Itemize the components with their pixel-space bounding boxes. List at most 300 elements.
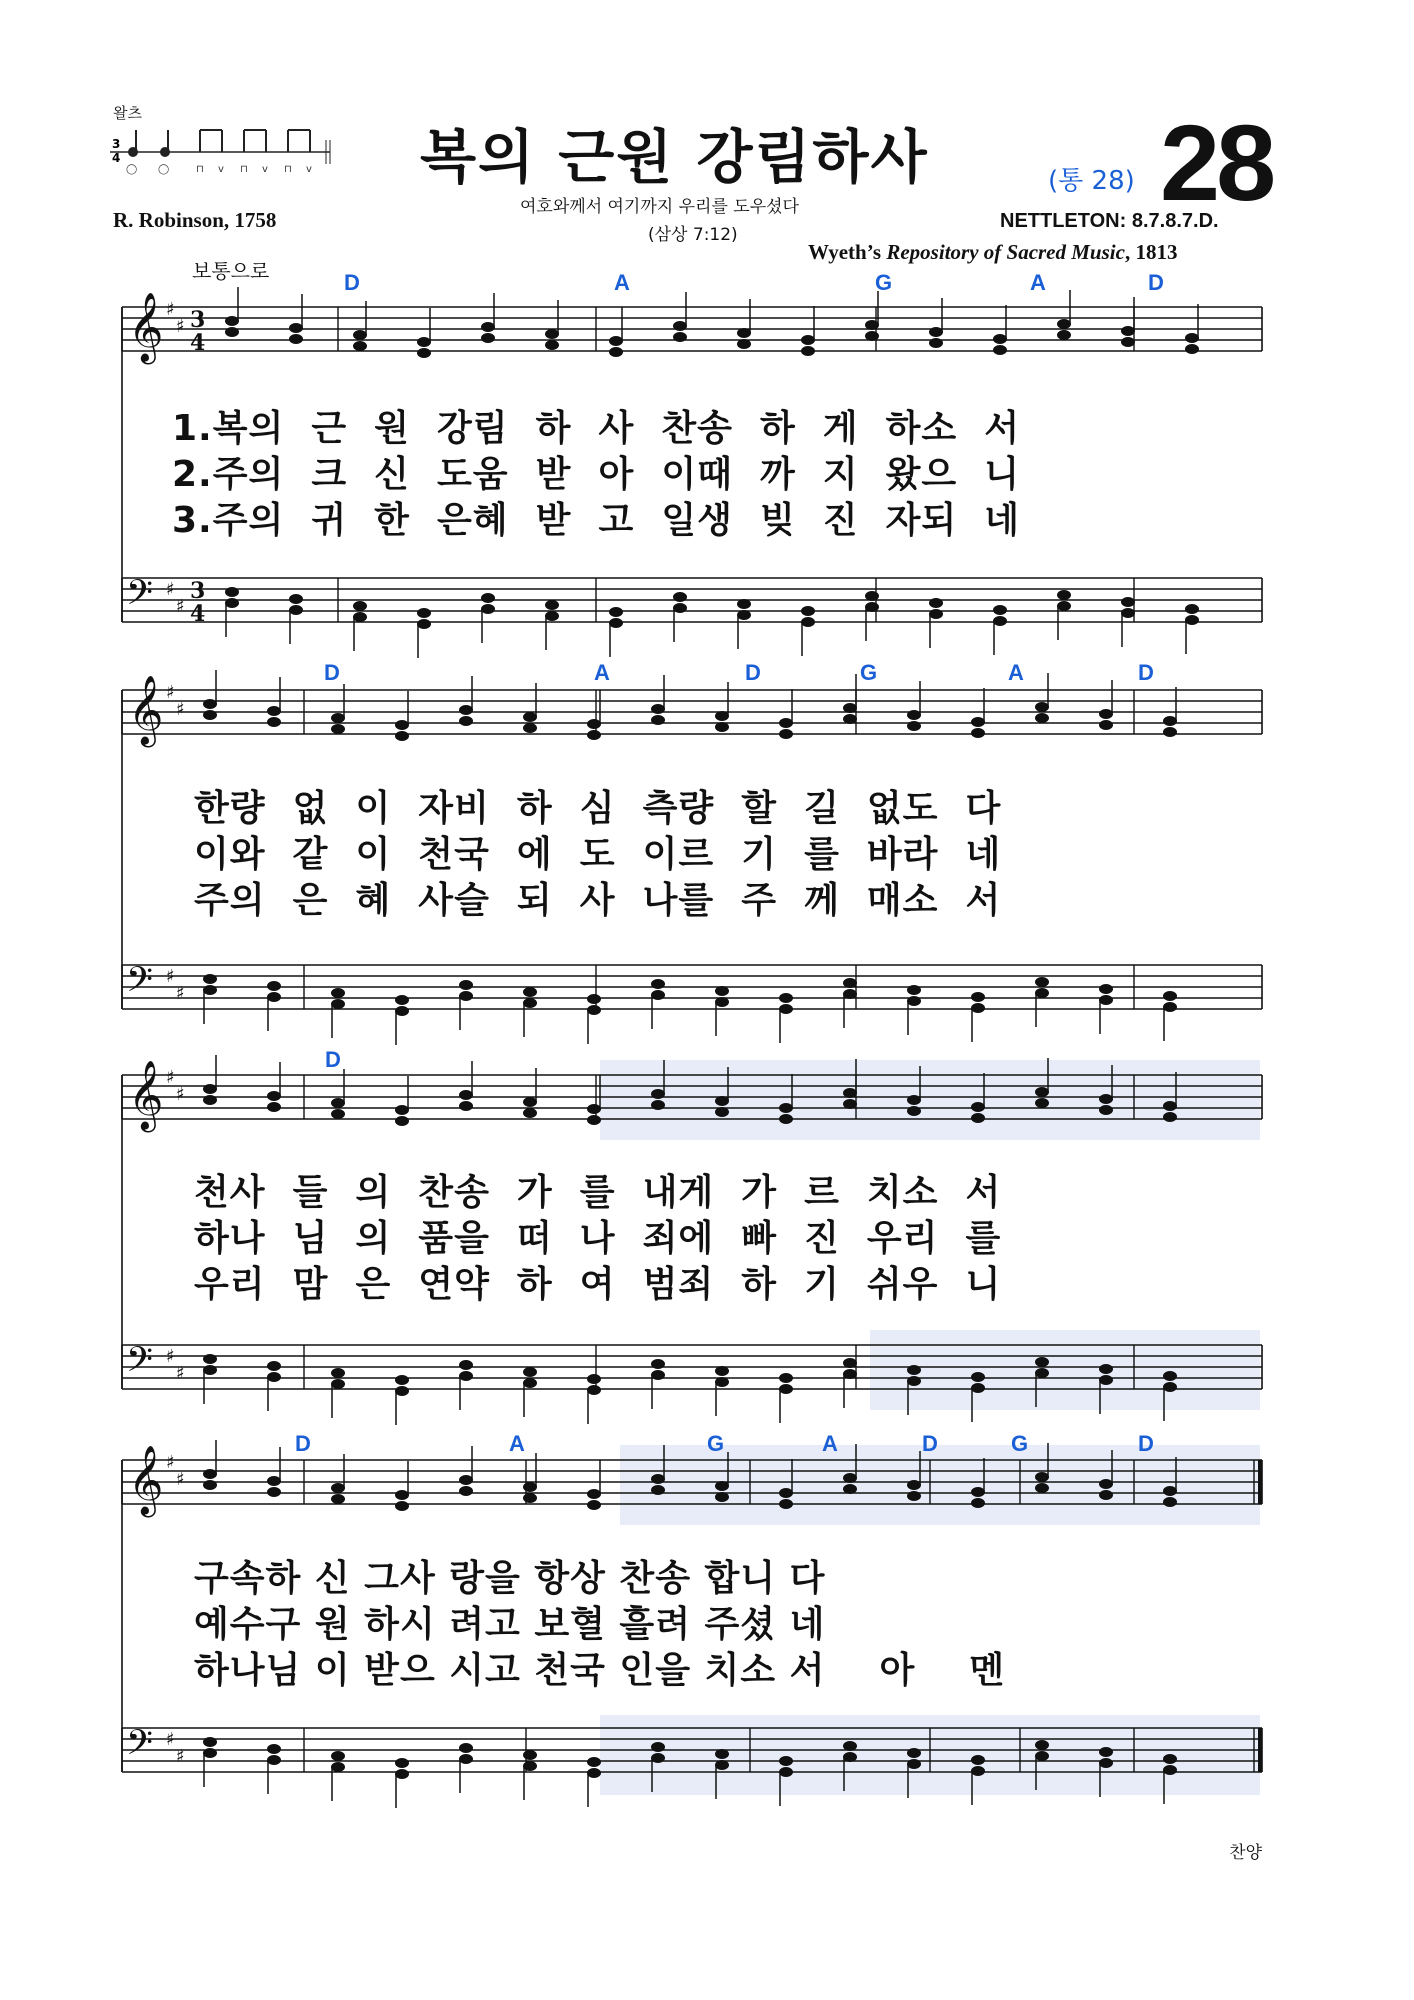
note-head [1121,608,1135,618]
note-head [225,587,239,597]
note-head [331,724,345,734]
note-head [1163,1112,1177,1122]
alt-hymn-number: (통 28) [1048,166,1135,196]
sharp-icon: ♯ [176,1746,185,1767]
note-head [715,1760,729,1770]
note-head [609,347,623,357]
note-head [331,1483,345,1493]
chord-label: A [1008,660,1024,685]
note-head [1099,1479,1113,1489]
note-head [203,1095,217,1105]
note-head [843,1358,857,1368]
note-head [971,1755,985,1765]
svg-text:v: v [218,164,224,175]
note-head [715,997,729,1007]
note-head [267,1361,281,1371]
note-head [1185,333,1199,343]
note-head [651,715,665,725]
note-head [1035,1740,1049,1750]
note-head [587,1500,601,1510]
sharp-icon: ♯ [166,1346,175,1367]
note-head [801,346,815,356]
note-head [779,729,793,739]
note-head [651,990,665,1000]
footer-category: 찬양 [1229,1843,1262,1863]
note-head [971,1003,985,1013]
treble-clef-icon: 𝄞 [128,1445,164,1515]
note-head [395,1490,409,1500]
note-head [545,600,559,610]
note-head [523,1378,537,1388]
chord-label: A [822,1431,838,1456]
note-head [993,616,1007,626]
note-head [651,1089,665,1099]
note-head [395,1758,409,1768]
note-head [993,345,1007,355]
note-head [481,322,495,332]
note-head [651,979,665,989]
svg-text:⊓: ⊓ [284,164,292,175]
sharp-icon: ♯ [176,1469,185,1490]
note-head [203,1748,217,1758]
author: R. Robinson, 1758 [113,208,277,232]
note-head [417,348,431,358]
note-head [267,1755,281,1765]
note-head [1163,1497,1177,1507]
note-head [907,1480,921,1490]
note-head [203,1737,217,1747]
note-head [523,998,537,1008]
note-head [907,710,921,720]
note-head [481,333,495,343]
note-head [1035,1087,1049,1097]
note-head [843,989,857,999]
note-head [715,1096,729,1106]
note-head [779,993,793,1003]
note-head [1163,1101,1177,1111]
lyric-verse-1: 1.복의 근 원 강림 하 사 찬송 하 게 하소 서 [172,408,1021,449]
note-head [523,987,537,997]
chord-label: D [295,1431,311,1456]
note-head [651,704,665,714]
note-head [1185,615,1199,625]
note-head [971,1102,985,1112]
note-head [331,1098,345,1108]
note-head [267,992,281,1002]
chord-label: D [922,1431,938,1456]
chord-label: D [1138,660,1154,685]
note-head [1163,991,1177,1001]
sharp-icon: ♯ [176,1363,185,1384]
note-head [1121,597,1135,607]
note-head [395,1006,409,1016]
note-head [737,339,751,349]
note-head [1099,720,1113,730]
note-head [843,1369,857,1379]
note-head [331,1368,345,1378]
note-head [1121,326,1135,336]
tempo-marking: 보통으로 [192,259,270,283]
note-head [459,1371,473,1381]
note-head [1035,1368,1049,1378]
note-head [779,1756,793,1766]
note-head [587,719,601,729]
note-head [971,992,985,1002]
note-head [1099,995,1113,1005]
note-head [779,1488,793,1498]
note-head [587,1115,601,1125]
lyric-verse-2: 이와 같 이 천국 에 도 이르 기 를 바라 네 [194,834,1002,875]
note-head [587,1768,601,1778]
time-signature: 4 [190,330,206,356]
note-head [289,323,303,333]
note-head [1099,1364,1113,1374]
note-head [203,1084,217,1094]
note-head [1163,1486,1177,1496]
note-head [971,728,985,738]
note-head [523,712,537,722]
note-head [1057,319,1071,329]
chord-label: D [745,660,761,685]
note-head [267,981,281,991]
note-head [843,1099,857,1109]
note-head [651,1359,665,1369]
note-head [715,1749,729,1759]
note-head [801,617,815,627]
note-head [1099,1490,1113,1500]
lyric-verse-2: 하나 님 의 품을 떠 나 죄에 빠 진 우리 를 [194,1218,1002,1259]
time-signature: 3 [190,307,206,333]
note-head [331,1109,345,1119]
highlight-band [870,1330,1260,1410]
treble-clef-icon: 𝄞 [128,1060,164,1130]
note-head [267,1091,281,1101]
bass-clef-icon: 𝄢 [126,572,154,621]
chord-label: A [594,660,610,685]
note-head [651,1474,665,1484]
note-head [929,609,943,619]
note-head [843,714,857,724]
chord-label: G [707,1431,725,1456]
note-head [971,1766,985,1776]
note-head [843,978,857,988]
note-head [225,598,239,608]
note-head [203,1354,217,1364]
sharp-icon: ♯ [166,1729,175,1750]
note-head [715,1366,729,1376]
note-head [1099,1105,1113,1115]
note-head [459,1360,473,1370]
note-head [843,703,857,713]
bass-clef-icon: 𝄢 [126,1722,154,1771]
lyric-verse-1: 천사 들 의 찬송 가 를 내게 가 르 치소 서 [194,1172,1002,1213]
note-head [353,601,367,611]
note-head [353,330,367,340]
note-head [459,980,473,990]
treble-clef-icon: 𝄞 [128,292,164,362]
note-head [331,1751,345,1761]
chord-label: G [860,660,878,685]
note-head [395,1501,409,1511]
lyric-verse-2: 예수구 원 하시 려고 보혈 흘려 주셨 네 [194,1604,826,1645]
lyric-verse-3: 우리 맘 은 연약 하 여 범죄 하 기 쉬우 니 [194,1264,1002,1305]
chord-label: A [614,270,630,295]
note-head [1035,1472,1049,1482]
note-head [395,1386,409,1396]
lyric-verse-3: 3.주의 귀 한 은혜 받 고 일생 빚 진 자되 네 [172,500,1021,541]
chord-label: D [344,270,360,295]
note-head [929,327,943,337]
chord-label: D [325,1047,341,1072]
note-head [1163,1765,1177,1775]
chord-label: A [509,1431,525,1456]
note-head [929,598,943,608]
note-head [651,1742,665,1752]
note-head [1163,1002,1177,1012]
note-head [907,996,921,1006]
note-head [801,606,815,616]
note-head [267,1487,281,1497]
sharp-icon: ♯ [166,1452,175,1473]
note-head [331,1379,345,1389]
note-head [843,1484,857,1494]
note-head [1099,1375,1113,1385]
note-head [971,1487,985,1497]
note-head [1099,1758,1113,1768]
note-head [1185,604,1199,614]
note-head [523,1493,537,1503]
note-head [651,1485,665,1495]
tune-name: NETTLETON: 8.7.8.7.D. [1000,210,1219,232]
note-head [395,1375,409,1385]
note-head [1035,1098,1049,1108]
note-head [523,1761,537,1771]
note-head [459,1754,473,1764]
note-head [1163,1382,1177,1392]
note-head [587,1005,601,1015]
note-head [715,1377,729,1387]
note-head [651,1370,665,1380]
chord-label: D [324,660,340,685]
note-head [779,1103,793,1113]
note-head [843,1088,857,1098]
note-head [289,594,303,604]
note-head [737,328,751,338]
note-head [481,604,495,614]
note-head [331,999,345,1009]
note-head [523,1367,537,1377]
sharp-icon: ♯ [166,682,175,703]
chord-label: D [1138,1431,1154,1456]
note-head [395,720,409,730]
chord-label: D [1148,270,1164,295]
hymn-title: 복의 근원 강림하사 [420,123,929,191]
note-head [907,1491,921,1501]
note-head [907,1365,921,1375]
note-head [203,1469,217,1479]
note-head [545,329,559,339]
note-head [459,705,473,715]
note-head [1163,1754,1177,1764]
note-head [587,1385,601,1395]
note-head [523,1750,537,1760]
note-head [459,1475,473,1485]
note-head [417,337,431,347]
svg-text:v: v [306,164,312,175]
note-head [715,1107,729,1117]
note-head [929,338,943,348]
note-head [203,985,217,995]
highlight-band [600,1060,1260,1140]
bass-clef-icon: 𝄢 [126,959,154,1008]
note-head [523,1108,537,1118]
svg-text:v: v [262,164,268,175]
note-head [1163,1371,1177,1381]
svg-text:4: 4 [112,151,121,165]
note-head [1035,977,1049,987]
note-head [1035,1751,1049,1761]
note-head [267,1744,281,1754]
note-head [843,1741,857,1751]
waltz-label: 왈츠 [113,104,142,122]
sharp-icon: ♯ [166,299,175,320]
note-head [907,1106,921,1116]
bass-clef-icon: 𝄢 [126,1339,154,1388]
note-head [609,336,623,346]
subtitle-verse: 여호와께서 여기까지 우리를 도우셨다 [520,197,799,217]
note-head [779,718,793,728]
note-head [865,591,879,601]
chord-label: G [875,270,893,295]
note-head [715,1481,729,1491]
note-head [523,1097,537,1107]
note-head [843,1473,857,1483]
scripture-reference: (삼상 7:12) [648,225,738,245]
note-head [459,716,473,726]
note-head [673,603,687,613]
note-head [267,706,281,716]
note-head [481,593,495,603]
note-head [993,334,1007,344]
note-head [651,1100,665,1110]
svg-text:◯: ◯ [126,164,138,175]
hymn-number: 28 [1160,102,1273,223]
note-head [715,711,729,721]
note-head [203,974,217,984]
svg-text:⊓: ⊓ [240,164,248,175]
note-head [331,988,345,998]
note-head [907,1748,921,1758]
note-head [587,730,601,740]
note-head [779,1373,793,1383]
note-head [225,316,239,326]
sharp-icon: ♯ [166,966,175,987]
svg-text:3: 3 [112,137,121,151]
note-head [395,731,409,741]
source-citation: Wyeth’s Repository of Sacred Music, 1813 [808,240,1178,264]
note-head [1057,590,1071,600]
note-head [203,699,217,709]
note-head [459,1743,473,1753]
note-head [289,605,303,615]
note-head [587,1104,601,1114]
note-head [609,618,623,628]
treble-clef-icon: 𝄞 [128,675,164,745]
note-head [673,321,687,331]
note-head [1035,713,1049,723]
note-head [971,717,985,727]
note-head [395,1116,409,1126]
note-head [459,991,473,1001]
note-head [907,721,921,731]
note-head [865,331,879,341]
note-head [907,1095,921,1105]
note-head [971,1113,985,1123]
note-head [1035,1357,1049,1367]
note-head [779,1767,793,1777]
sharp-icon: ♯ [166,1067,175,1088]
note-head [1035,988,1049,998]
note-head [779,1499,793,1509]
note-head [907,1759,921,1769]
note-head [737,599,751,609]
note-head [673,332,687,342]
note-head [267,1476,281,1486]
note-head [267,1102,281,1112]
lyric-verse-3: 하나님 이 받으 시고 천국 인을 치소 서 아 멘 [194,1650,1006,1691]
note-head [1035,702,1049,712]
note-head [523,723,537,733]
note-head [203,1480,217,1490]
lyric-verse-1: 구속하 신 그사 랑을 항상 찬송 합니 다 [194,1558,826,1599]
note-head [459,1090,473,1100]
note-head [395,1769,409,1779]
note-head [609,607,623,617]
note-head [417,608,431,618]
note-head [715,1492,729,1502]
note-head [289,334,303,344]
note-head [779,1114,793,1124]
lyric-verse-3: 주의 은 혜 사슬 되 사 나를 주 께 매소 서 [194,880,1002,921]
note-head [587,1489,601,1499]
note-head [1099,1094,1113,1104]
note-head [715,722,729,732]
note-head [395,1105,409,1115]
sharp-icon: ♯ [176,699,185,720]
note-head [865,602,879,612]
note-head [907,985,921,995]
note-head [971,1383,985,1393]
note-head [1035,1483,1049,1493]
note-head [673,592,687,602]
note-head [267,717,281,727]
note-head [587,1374,601,1384]
note-head [225,327,239,337]
note-head [865,320,879,330]
note-head [971,1498,985,1508]
lyric-verse-2: 2.주의 크 신 도움 받 아 이때 까 지 왔으 니 [172,454,1021,495]
time-signature: 4 [190,601,206,627]
note-head [907,1376,921,1386]
svg-text:◯: ◯ [158,164,170,175]
note-head [779,1004,793,1014]
note-head [203,1365,217,1375]
note-head [331,1494,345,1504]
time-signature: 3 [190,578,206,604]
note-head [353,612,367,622]
note-head [395,995,409,1005]
note-head [545,611,559,621]
